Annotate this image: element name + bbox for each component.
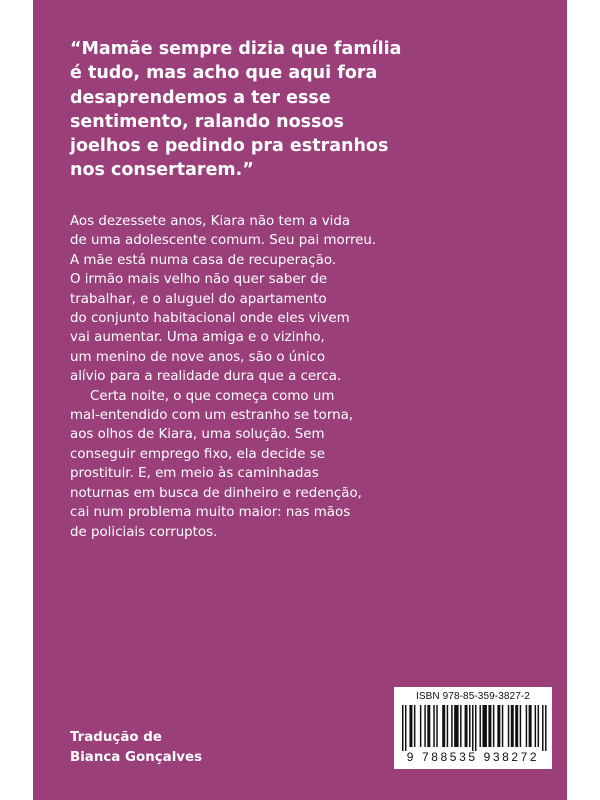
synopsis-line: noturnas em busca de dinheiro e redenção, (70, 485, 362, 501)
translation-label: Tradução de (70, 730, 162, 745)
barcode-bar (424, 705, 425, 747)
synopsis-line: vai aumentar. Uma amiga e o vizinho, (70, 330, 325, 346)
synopsis-line: cai num problema muito maior: nas mãos (70, 505, 351, 521)
barcode-bar (420, 705, 421, 747)
barcode-bar (535, 705, 536, 747)
synopsis-line: prostituir. E, em meio às caminhadas (70, 466, 319, 482)
barcode-bars (402, 705, 548, 751)
barcode-bar (469, 705, 470, 747)
barcode-bar (542, 705, 543, 751)
barcode-bar (472, 705, 473, 751)
isbn-barcode (394, 687, 552, 769)
synopsis-line: um menino de nove anos, são o único (70, 349, 326, 365)
quote-line: desaprendemos a ter esse (70, 87, 331, 108)
barcode-bar (493, 705, 494, 747)
barcode-bar (488, 705, 491, 747)
isbn-text: ISBN 978-85-359-3827-2 (416, 691, 530, 702)
barcode-bar (405, 705, 406, 751)
barcode-bar (482, 705, 486, 747)
barcode-bar (460, 705, 461, 747)
barcode-bar (414, 705, 415, 747)
barcode-digits: 9 788535 938272 (406, 750, 540, 764)
barcode-bar (545, 705, 546, 751)
translator-name: Bianca Gonçalves (70, 749, 203, 765)
synopsis-line: alívio para a realidade dura que a cerca. (70, 369, 342, 385)
barcode-bar (442, 705, 445, 747)
barcode-bar (515, 705, 518, 747)
barcode-bar (427, 705, 430, 747)
synopsis-line: Aos dezessete anos, Kiara não tem a vida (70, 214, 351, 229)
synopsis-line: trabalhar, e o aluguel do apartamento (70, 291, 327, 307)
quote-line: joelhos e pedindo pra estranhos (70, 136, 389, 157)
barcode-bar (402, 705, 403, 751)
barcode-bar (465, 705, 468, 747)
synopsis-line: Certa noite, o que começa como um (90, 388, 335, 404)
synopsis-line: A mãe está numa casa de recuperação. (70, 252, 337, 268)
quote-line: “Mamãe sempre dizia que família (70, 39, 402, 59)
barcode-bar (451, 705, 452, 747)
synopsis-line: aos olhos de Kiara, uma solução. Sem (70, 427, 325, 443)
barcode-bar (538, 705, 539, 747)
synopsis-line: mal-entendido com um estranho se torna, (70, 408, 354, 424)
barcode-bar (526, 705, 527, 747)
barcode-bar (529, 705, 532, 747)
barcode-bar (433, 705, 434, 747)
quote-line: sentimento, ralando nossos (70, 111, 344, 132)
translator-credit (70, 728, 202, 767)
quote-line: nos consertarem.” (70, 160, 254, 181)
barcode-bar (479, 705, 480, 747)
barcode-bar (520, 705, 521, 747)
quote-line: é tudo, mas acho que aqui fora (70, 63, 378, 84)
synopsis-line: conseguir emprego fixo, ela decide se (70, 446, 326, 462)
synopsis-line: de policiais corruptos. (70, 524, 218, 540)
synopsis (70, 212, 540, 542)
synopsis-line: O irmão mais velho não quer saber de (70, 272, 328, 288)
barcode-bar (447, 705, 448, 747)
book-back-cover (33, 0, 567, 800)
barcode-bar (502, 705, 503, 747)
pull-quote (70, 37, 540, 183)
barcode-bar (497, 705, 500, 747)
synopsis-line: de uma adolescente comum. Seu pai morreu. (70, 233, 377, 249)
barcode-bar (454, 705, 458, 747)
barcode-bar (409, 705, 412, 747)
barcode-bar (475, 705, 476, 751)
barcode-bar (511, 705, 514, 747)
synopsis-line: do conjunto habitacional onde eles vivem (70, 311, 350, 327)
barcode-bar (436, 705, 437, 747)
barcode-bar (508, 705, 509, 747)
